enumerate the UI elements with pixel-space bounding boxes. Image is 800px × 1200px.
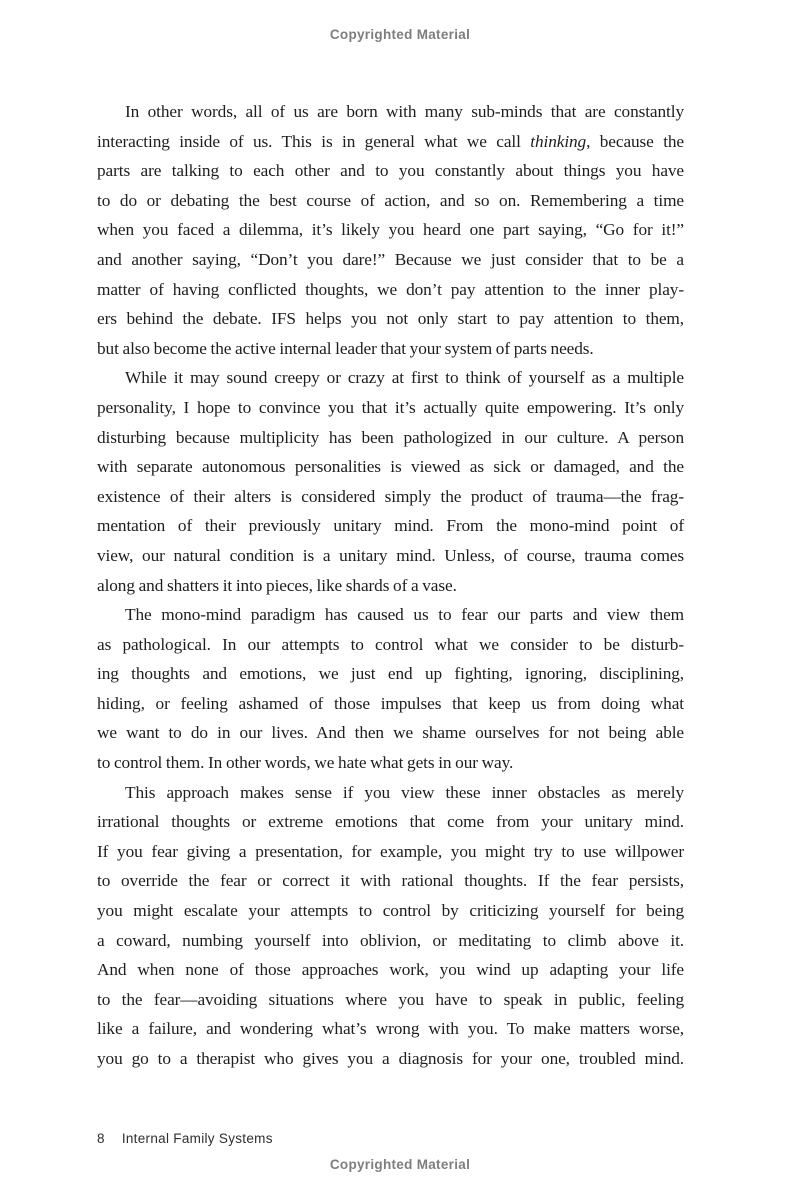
paragraph [97,778,684,1074]
text-line: to the fear—avoiding situations where you have to speak in public, feeling [97,989,684,1009]
text-line [97,127,684,157]
text-line: to override the fear or correct it with rational thoughts. If the fear persists, [97,871,684,891]
text-line: view, our natural condition is a unitary mind. Unless, of course, trauma comes [97,545,684,565]
text-line: you might escalate your attempts to control by criticizing yourself for being [97,901,684,921]
text-segment: , because the [586,131,685,151]
paragraph [97,600,684,778]
text-line: irrational thoughts or extreme emotions that come from your unitary mind. [97,812,684,832]
text-line: you go to a therapist who gives you a diagnosis for your one, troubled mind. [97,1049,684,1068]
text-line: personality, I hope to convince you that it’s actually quite empowering. It’s only [97,397,684,417]
italic-term: thinking [530,131,587,151]
text-line: we want to do in our lives. And then we shame ourselves for not being able [97,723,684,743]
text-line: And when none of those approaches work, you wind up adapting your life [97,960,684,980]
copyright-notice-top: Copyrighted Material [329,27,471,42]
text-line: While it may sound creepy or crazy at first to think of yourself as a multiple [125,368,684,388]
text-line: disturbing because multiplicity has been pathologized in our culture. A person [97,427,684,447]
text-line: ing thoughts and emotions, we just end up fighting, ignoring, disciplining, [97,664,684,684]
text-line: mentation of their previously unitary mind. From the mono-mind point of [97,516,684,536]
text-line: matter of having conflicted thoughts, we don’t pay attention to the inner play- [97,279,684,299]
text-line: when you faced a dilemma, it’s likely you heard one part saying, “Go for it!” [97,220,684,240]
text-line: hiding, or feeling ashamed of those impulses that keep us from doing what [97,693,684,713]
text-line: with separate autonomous personalities is viewed as sick or damaged, and the [97,457,684,477]
text-line: and another saying, “Don’t you dare!” Because we just consider that to be a [97,249,684,269]
text-line: The mono-mind paradigm has caused us to fear our parts and view them [125,605,684,625]
text-line: parts are talking to each other and to you constantly about things you have [97,161,684,181]
text-line: This approach makes sense if you view these inner obstacles as merely [125,782,684,802]
text-segment: interacting inside of us. This is in general what we call [97,131,531,151]
text-line: along and shatters it into pieces, like shards of a vase. [97,575,457,595]
copyright-notice-bottom: Copyrighted Material [329,1157,471,1172]
text-line: as pathological. In our attempts to control what we consider to be disturb- [97,634,684,654]
page-footer [97,1131,273,1146]
text-line: but also become the active internal leader that your system of parts needs. [97,338,594,358]
text-line: If you fear giving a presentation, for example, you might try to use willpower [97,841,684,861]
paragraph [97,97,684,363]
page-number: 8 [97,1131,105,1146]
text-line: existence of their alters is considered simply the product of trauma—the frag- [97,486,684,506]
text-line: to control them. In other words, we hate what gets in our way. [97,753,514,773]
text-line: In other words, all of us are born with many sub-minds that are constantly [125,102,684,121]
page-text [97,97,684,1074]
footer-book-title: Internal Family Systems [121,1131,273,1146]
text-line: ers behind the debate. IFS helps you not only start to pay attention to them, [97,309,684,329]
text-line: to do or debating the best course of action, and so on. Remembering a time [97,190,684,210]
paragraph [97,363,684,600]
text-line: like a failure, and wondering what’s wrong with you. To make matters worse, [97,1019,684,1039]
text-line: a coward, numbing yourself into oblivion, or meditating to climb above it. [97,930,684,950]
